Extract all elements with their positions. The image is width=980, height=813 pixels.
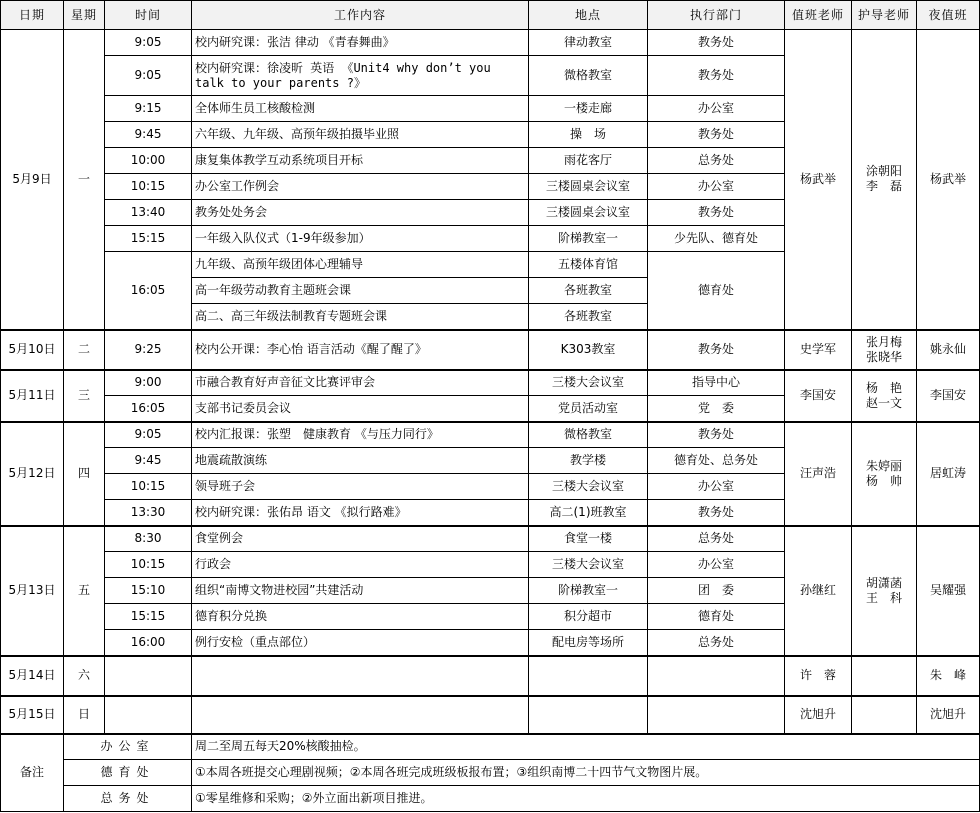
time-cell: 16:05 [105,396,192,422]
content-cell: 全体师生员工核酸检测 [192,96,529,122]
time-cell [105,656,192,696]
content-cell: 行政会 [192,552,529,578]
location-cell: 积分超市 [529,604,648,630]
location-cell: 三楼大会议室 [529,474,648,500]
time-cell: 9:05 [105,56,192,96]
department-cell: 教务处 [648,330,785,370]
department-cell: 教务处 [648,422,785,448]
content-cell: 高一年级劳动教育主题班会课 [192,278,529,304]
location-cell: 食堂一楼 [529,526,648,552]
duty-teacher-cell: 李国安 [785,370,852,422]
content-cell: 办公室工作例会 [192,174,529,200]
notes-dept-moral: 德育处 [64,760,192,786]
date-cell: 5月9日 [1,30,64,330]
guard-teacher-name: 涂朝阳 [865,164,902,179]
date-cell: 5月10日 [1,330,64,370]
guard-teacher-name: 赵一文 [865,395,902,410]
night-duty-cell: 杨武举 [917,30,980,330]
guard-teacher-cell [852,696,917,734]
content-cell: 校内汇报课：张塑 健康教育 《与压力同行》 [192,422,529,448]
time-cell: 13:40 [105,200,192,226]
location-cell: 高二(1)班教室 [529,500,648,526]
department-cell: 德育处 [648,252,785,330]
notes-dept-general: 总务处 [64,786,192,812]
location-cell: 阶梯教室一 [529,226,648,252]
content-cell: 校内研究课：张洁 律动 《青春舞曲》 [192,30,529,56]
location-cell: 三楼圆桌会议室 [529,174,648,200]
time-cell [105,696,192,734]
time-cell: 9:05 [105,30,192,56]
date-cell: 5月12日 [1,422,64,526]
table-row [1,370,980,396]
table-row [1,422,980,448]
notes-text: 周二至周五每天20%核酸抽检。 [192,734,980,760]
department-cell: 总务处 [648,526,785,552]
time-cell: 10:15 [105,474,192,500]
content-cell: 组织“南博文物进校园”共建活动 [192,578,529,604]
content-cell: 六年级、九年级、高预年级拍摄毕业照 [192,122,529,148]
table-row [1,526,980,552]
time-cell: 9:25 [105,330,192,370]
duty-teacher-cell: 汪声浩 [785,422,852,526]
department-cell: 教务处 [648,500,785,526]
date-cell: 5月13日 [1,526,64,656]
department-cell: 教务处 [648,30,785,56]
guard-teacher-cell [852,422,917,526]
header-guard-teacher: 护导老师 [852,1,917,30]
department-cell: 办公室 [648,96,785,122]
time-cell: 9:45 [105,448,192,474]
night-duty-cell: 姚永仙 [917,330,980,370]
content-cell: 市融合教育好声音征文比赛评审会 [192,370,529,396]
duty-teacher-cell: 沈旭升 [785,696,852,734]
header-row [1,1,980,30]
location-cell: 三楼圆桌会议室 [529,200,648,226]
guard-teacher-cell [852,526,917,656]
time-cell: 10:00 [105,148,192,174]
location-cell: 三楼大会议室 [529,370,648,396]
time-cell: 9:45 [105,122,192,148]
time-cell: 13:30 [105,500,192,526]
weekday-cell: 五 [64,526,105,656]
night-duty-cell: 朱 峰 [917,656,980,696]
guard-teacher-name: 张月梅 [865,334,902,349]
notes-row [1,760,980,786]
location-cell: 律动教室 [529,30,648,56]
time-cell: 15:10 [105,578,192,604]
date-cell: 5月11日 [1,370,64,422]
weekday-cell: 二 [64,330,105,370]
department-cell: 德育处、总务处 [648,448,785,474]
header-time: 时间 [105,1,192,30]
location-cell: 一楼走廊 [529,96,648,122]
department-cell: 办公室 [648,474,785,500]
duty-teacher-cell: 许 蓉 [785,656,852,696]
weekday-cell: 日 [64,696,105,734]
table-row [1,330,980,370]
date-cell: 5月15日 [1,696,64,734]
table-row [1,696,980,734]
content-cell: 校内研究课：张佑昂 语文 《拟行路难》 [192,500,529,526]
header-location: 地点 [529,1,648,30]
duty-teacher-cell: 孙继红 [785,526,852,656]
content-cell: 食堂例会 [192,526,529,552]
time-cell: 16:00 [105,630,192,656]
weekday-cell: 六 [64,656,105,696]
department-cell: 教务处 [648,56,785,96]
notes-text: ①本周各班提交心理剧视频；②本周各班完成班级板报布置；③组织南博二十四节气文物图片展。 [192,760,980,786]
department-cell: 团 委 [648,578,785,604]
content-cell [192,696,529,734]
content-cell: 高二、高三年级法制教育专题班会课 [192,304,529,330]
time-cell: 8:30 [105,526,192,552]
night-duty-cell: 李国安 [917,370,980,422]
duty-teacher-cell: 杨武举 [785,30,852,330]
department-cell: 教务处 [648,200,785,226]
guard-teacher-name: 李 磊 [865,179,902,194]
location-cell: K303教室 [529,330,648,370]
table-row [1,656,980,696]
location-cell [529,696,648,734]
guard-teacher-cell [852,30,917,330]
content-cell: 例行安检（重点部位） [192,630,529,656]
location-cell: 操 场 [529,122,648,148]
department-cell: 总务处 [648,148,785,174]
department-cell: 办公室 [648,552,785,578]
guard-teacher-name: 张晓华 [865,349,902,364]
department-cell: 党 委 [648,396,785,422]
content-cell: 支部书记委员会议 [192,396,529,422]
location-cell: 教学楼 [529,448,648,474]
time-cell: 9:15 [105,96,192,122]
header-duty-teacher: 值班老师 [785,1,852,30]
guard-teacher-name: 朱婷丽 [865,458,902,473]
notes-text: ①零星维修和采购；②外立面出新项目推进。 [192,786,980,812]
content-cell: 领导班子会 [192,474,529,500]
time-cell: 10:15 [105,174,192,200]
notes-row [1,786,980,812]
time-cell: 15:15 [105,226,192,252]
location-cell: 阶梯教室一 [529,578,648,604]
night-duty-cell: 居虹涛 [917,422,980,526]
time-cell: 15:15 [105,604,192,630]
department-cell [648,696,785,734]
department-cell: 德育处 [648,604,785,630]
time-cell: 9:00 [105,370,192,396]
duty-teacher-cell: 史学军 [785,330,852,370]
header-department: 执行部门 [648,1,785,30]
header-night-duty: 夜值班 [917,1,980,30]
content-cell: 校内研究课：徐凌昕 英语 《Unit4 why don’t you talk to your parents ?》 [192,56,529,96]
location-cell [529,656,648,696]
location-cell: 雨花客厅 [529,148,648,174]
guard-teacher-name: 杨 帅 [865,473,902,488]
location-cell: 微格教室 [529,422,648,448]
department-cell [648,656,785,696]
department-cell: 少先队、德育处 [648,226,785,252]
department-cell: 办公室 [648,174,785,200]
header-date: 日期 [1,1,64,30]
notes-label: 备注 [1,734,64,812]
guard-teacher-name: 王 科 [865,590,902,605]
guard-teacher-name: 胡潇菡 [865,575,902,590]
content-cell: 教务处处务会 [192,200,529,226]
location-cell: 配电房等场所 [529,630,648,656]
table-row [1,30,980,56]
location-cell: 各班教室 [529,278,648,304]
notes-row [1,734,980,760]
department-cell: 指导中心 [648,370,785,396]
night-duty-cell: 沈旭升 [917,696,980,734]
location-cell: 各班教室 [529,304,648,330]
location-cell: 微格教室 [529,56,648,96]
location-cell: 五楼体育馆 [529,252,648,278]
guard-teacher-name: 杨 艳 [865,380,902,395]
content-cell: 九年级、高预年级团体心理辅导 [192,252,529,278]
weekday-cell: 三 [64,370,105,422]
content-cell: 一年级入队仪式（1-9年级参加） [192,226,529,252]
header-content: 工作内容 [192,1,529,30]
notes-dept-office: 办公室 [64,734,192,760]
weekday-cell: 一 [64,30,105,330]
content-cell: 康复集体教学互动系统项目开标 [192,148,529,174]
weekday-cell: 四 [64,422,105,526]
guard-teacher-cell [852,330,917,370]
content-cell: 地震疏散演练 [192,448,529,474]
guard-teacher-cell [852,656,917,696]
content-cell: 校内公开课：李心怡 语言活动《醒了醒了》 [192,330,529,370]
content-cell [192,656,529,696]
department-cell: 教务处 [648,122,785,148]
department-cell: 总务处 [648,630,785,656]
guard-teacher-cell [852,370,917,422]
content-cell: 德育积分兑换 [192,604,529,630]
header-weekday: 星期 [64,1,105,30]
time-cell: 16:05 [105,252,192,330]
night-duty-cell: 吴耀强 [917,526,980,656]
time-cell: 10:15 [105,552,192,578]
time-cell: 9:05 [105,422,192,448]
location-cell: 三楼大会议室 [529,552,648,578]
location-cell: 党员活动室 [529,396,648,422]
date-cell: 5月14日 [1,656,64,696]
